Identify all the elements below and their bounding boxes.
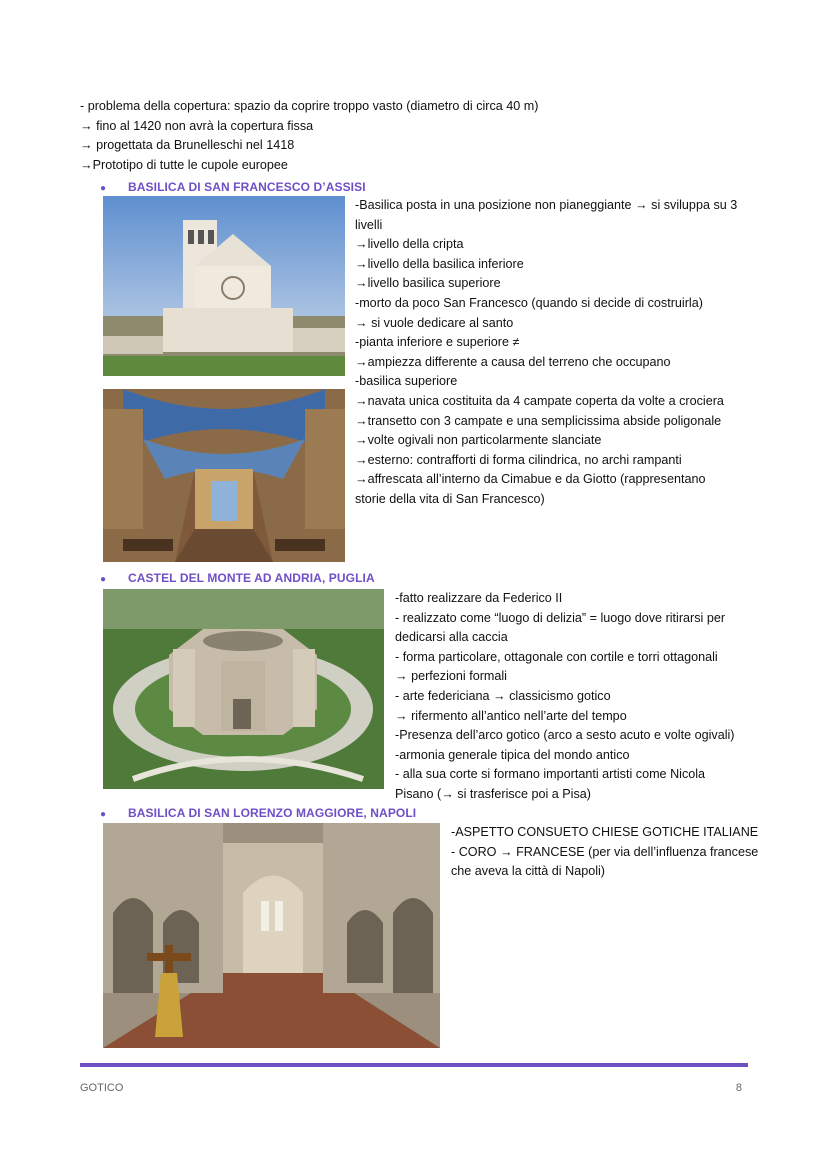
intro-line-2: → fino al 1420 non avrà la copertura fissa (80, 119, 314, 133)
assisi-line: -Basilica posta in una posizione non pianeggiante → si sviluppa su 3 (355, 198, 738, 212)
san-lorenzo-interior-photo (103, 823, 440, 1048)
castel-line: Pisano (→ si trasferisce poi a Pisa) (395, 786, 591, 801)
assisi-text (355, 196, 737, 510)
assisi-line: storie della vita di San Francesco) (355, 491, 545, 506)
castel-text (395, 589, 735, 805)
assisi-line: → si vuole dedicare al santo (355, 315, 514, 330)
section-title-assisi (100, 180, 366, 194)
footer-divider (80, 1063, 748, 1067)
section-title-text: BASILICA DI SAN FRANCESCO D’ASSISI (128, 180, 366, 194)
san-lorenzo-line: che aveva la città di Napoli) (451, 864, 606, 879)
castel-del-monte-photo (103, 589, 384, 789)
bullet-icon: ● (100, 183, 107, 194)
castel-line: - alla sua corte si formano importanti artisti come Nicola (395, 767, 706, 782)
intro-line-4: →Prototipo di tutte le cupole europee (80, 158, 288, 172)
section-title-text: CASTEL DEL MONTE AD ANDRIA, PUGLIA (128, 571, 375, 585)
san-lorenzo-line: -ASPETTO CONSUETO CHIESE GOTICHE ITALIANE (451, 825, 759, 839)
castel-line: dedicarsi alla caccia (395, 630, 508, 645)
section-title-san-lorenzo (100, 806, 416, 820)
assisi-line: →affrescata all’interno da Cimabue e da Giotto (rappresentano (355, 472, 706, 487)
assisi-line: →livello basilica superiore (355, 276, 501, 291)
castel-line: -fatto realizzare da Federico II (395, 591, 563, 605)
castel-line: -Presenza dell’arco gotico (arco a sesto acuto e volte ogivali) (395, 728, 735, 743)
assisi-exterior-photo (103, 196, 345, 376)
san-lorenzo-line: - CORO → FRANCESE (per via dell’influenza francese (451, 844, 759, 859)
castel-line: → perfezioni formali (395, 669, 507, 684)
castel-line: - forma particolare, ottagonale con cortile e torri ottagonali (395, 649, 718, 664)
assisi-line: →volte ogivali non particolarmente slanciate (355, 433, 602, 448)
intro-line-1: - problema della copertura: spazio da coprire troppo vasto (diametro di circa 40 m) (80, 99, 539, 113)
assisi-line: →livello della cripta (355, 237, 464, 252)
section-title-castel (100, 571, 375, 585)
assisi-line: →transetto con 3 campate e una semplicissima abside poligonale (355, 413, 722, 428)
assisi-line: -basilica superiore (355, 374, 458, 389)
assisi-line: livelli (355, 217, 383, 232)
assisi-line: →ampiezza differente a causa del terreno che occupano (355, 354, 671, 369)
assisi-line: →livello della basilica inferiore (355, 256, 524, 271)
assisi-interior-photo (103, 389, 345, 562)
assisi-line: -morto da poco San Francesco (quando si decide di costruirla) (355, 295, 703, 310)
bullet-icon: ● (100, 809, 107, 820)
assisi-line: -pianta inferiore e superiore ≠ (355, 335, 520, 350)
bullet-icon: ● (100, 574, 107, 585)
castel-line: - realizzato come “luogo di delizia” = luogo dove ritirarsi per (395, 610, 726, 625)
section-title-text: BASILICA DI SAN LORENZO MAGGIORE, NAPOLI (128, 806, 417, 820)
page-number: 8 (735, 1082, 742, 1094)
castel-line: → rifermento all’antico nell’arte del tempo (395, 708, 627, 723)
castel-line: -armonia generale tipica del mondo antico (395, 747, 630, 762)
castel-line: - arte federiciana → classicismo gotico (395, 688, 611, 703)
san-lorenzo-text (451, 823, 758, 882)
assisi-line: →navata unica costituita da 4 campate coperta da volte a crociera (355, 393, 724, 408)
footer-label: GOTICO (80, 1082, 124, 1094)
assisi-line: →esterno: contrafforti di forma cilindrica, no archi rampanti (355, 452, 682, 467)
intro-line-3: → progettata da Brunelleschi nel 1418 (80, 138, 295, 152)
